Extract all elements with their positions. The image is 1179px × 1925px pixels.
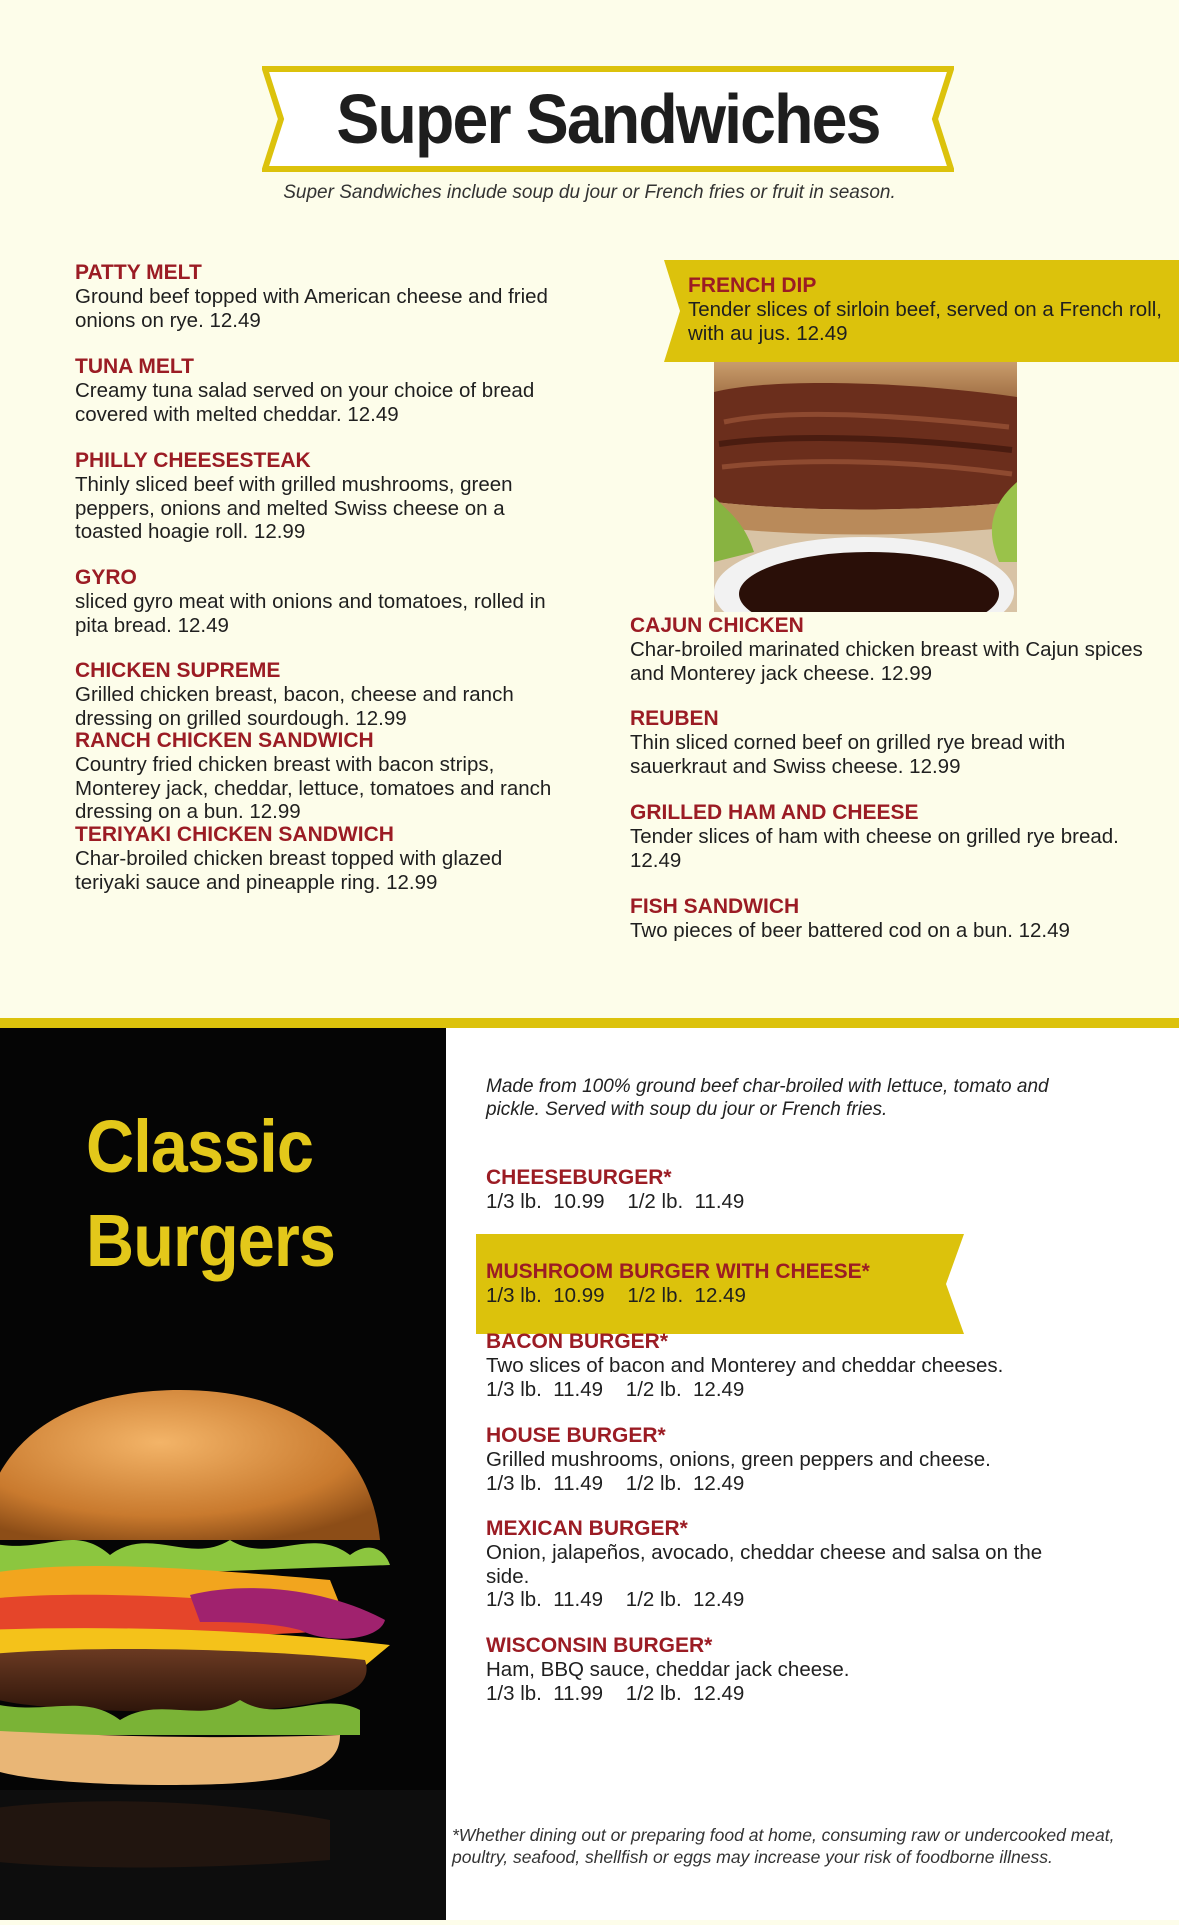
item-desc: Country fried chicken breast with bacon strips, Monterey jack, cheddar, lettuce, tomatoes and ranch dressing on a bun. 12.99 — [75, 753, 552, 823]
menu-item — [75, 566, 555, 637]
burgers-title-line1: Classic — [86, 1105, 313, 1188]
item-desc: Creamy tuna salad served on your choice of bread covered with melted cheddar. 12.49 — [75, 379, 535, 426]
featured-item — [688, 274, 1168, 345]
menu-item — [75, 823, 555, 894]
item-name: MEXICAN BURGER* — [486, 1517, 688, 1540]
item-name: TUNA MELT — [75, 355, 194, 378]
burger-item — [486, 1166, 1086, 1214]
item-desc: Two pieces of beer battered cod on a bun. 12.49 — [630, 919, 1070, 942]
menu-item — [630, 801, 1150, 872]
item-price: 1/3 lb. 10.99 1/2 lb. 12.49 — [486, 1284, 746, 1307]
burger-item — [486, 1517, 1086, 1612]
item-name: GYRO — [75, 566, 137, 589]
title-banner — [262, 66, 954, 172]
item-desc: Tender slices of sirloin beef, served on a French roll, with au jus. 12.49 — [688, 298, 1163, 345]
item-desc: Two slices of bacon and Monterey and cheddar cheeses. — [486, 1354, 1004, 1377]
item-name: PATTY MELT — [75, 261, 202, 284]
burgers-title — [86, 1100, 335, 1288]
menu-item — [630, 707, 1150, 778]
item-desc: Thinly sliced beef with grilled mushrooms, green peppers, onions and melted Swiss cheese on a toasted hoagie roll. 12.99 — [75, 473, 513, 543]
item-name: REUBEN — [630, 707, 719, 730]
item-desc: Thin sliced corned beef on grilled rye bread with sauerkraut and Swiss cheese. 12.99 — [630, 731, 1066, 778]
menu-item — [75, 659, 555, 730]
item-name: GRILLED HAM AND CHEESE — [630, 801, 919, 824]
item-desc: Grilled chicken breast, bacon, cheese and ranch dressing on grilled sourdough. 12.99 — [75, 683, 514, 730]
item-desc: Char-broiled chicken breast topped with glazed teriyaki sauce and pineapple ring. 12.99 — [75, 847, 503, 894]
item-name: MUSHROOM BURGER WITH CHEESE* — [486, 1260, 870, 1283]
burger-item — [486, 1634, 1086, 1705]
section-subtitle: Super Sandwiches include soup du jour or French fries or fruit in season. — [283, 182, 896, 203]
item-desc: sliced gyro meat with onions and tomatoes, rolled in pita bread. 12.49 — [75, 590, 546, 637]
item-price: 1/3 lb. 11.99 1/2 lb. 12.49 — [486, 1681, 745, 1705]
burger-item — [486, 1330, 1086, 1401]
item-name: CHEESEBURGER* — [486, 1166, 672, 1189]
item-name: FISH SANDWICH — [630, 895, 800, 918]
item-desc: Grilled mushrooms, onions, green peppers and cheese. — [486, 1448, 991, 1471]
item-name: CAJUN CHICKEN — [630, 614, 804, 637]
disclaimer: *Whether dining out or preparing food at home, consuming raw or undercooked meat, poultry, seafood, shellfish or eggs may increase your risk of foodborne illness. — [452, 1825, 1115, 1867]
menu-item — [75, 261, 555, 332]
burger-item — [486, 1424, 1086, 1495]
item-name: RANCH CHICKEN SANDWICH — [75, 729, 374, 752]
french-dip-photo — [714, 362, 1017, 612]
menu-item — [630, 895, 1150, 943]
item-price: 1/3 lb. 11.49 1/2 lb. 12.49 — [486, 1588, 745, 1611]
item-desc: Onion, jalapeños, avocado, cheddar cheese and salsa on the side. — [486, 1541, 1043, 1588]
section-divider — [0, 1018, 1179, 1028]
item-desc: Ham, BBQ sauce, cheddar jack cheese. — [486, 1658, 850, 1681]
menu-item — [75, 729, 555, 824]
burger-photo — [0, 1390, 446, 1920]
item-desc: Ground beef topped with American cheese and fried onions on rye. 12.49 — [75, 285, 548, 332]
item-desc: Char-broiled marinated chicken breast with Cajun spices and Monterey jack cheese. 12.99 — [630, 638, 1143, 685]
item-name: PHILLY CHEESESTEAK — [75, 449, 311, 472]
item-name: HOUSE BURGER* — [486, 1424, 666, 1447]
item-desc: Tender slices of ham with cheese on grilled rye bread. 12.49 — [630, 825, 1119, 872]
item-name: CHICKEN SUPREME — [75, 659, 281, 682]
item-price: 1/3 lb. 11.49 1/2 lb. 12.49 — [486, 1377, 745, 1401]
item-price: 1/3 lb. 10.99 1/2 lb. 11.49 — [486, 1190, 745, 1213]
item-name: WISCONSIN BURGER* — [486, 1634, 713, 1657]
item-name: FRENCH DIP — [688, 274, 817, 297]
burger-item — [486, 1260, 1086, 1308]
burgers-title-line2: Burgers — [86, 1199, 336, 1282]
item-name: BACON BURGER* — [486, 1330, 669, 1353]
menu-item — [75, 355, 555, 426]
menu-item — [75, 449, 555, 544]
burgers-intro: Made from 100% ground beef char-broiled with lettuce, tomato and pickle. Served with soup du jour or French fries. — [486, 1076, 1049, 1120]
item-price: 1/3 lb. 11.49 1/2 lb. 12.49 — [486, 1471, 745, 1495]
page-title: Super Sandwiches — [336, 80, 880, 158]
item-name: TERIYAKI CHICKEN SANDWICH — [75, 823, 394, 846]
menu-item — [630, 614, 1150, 685]
